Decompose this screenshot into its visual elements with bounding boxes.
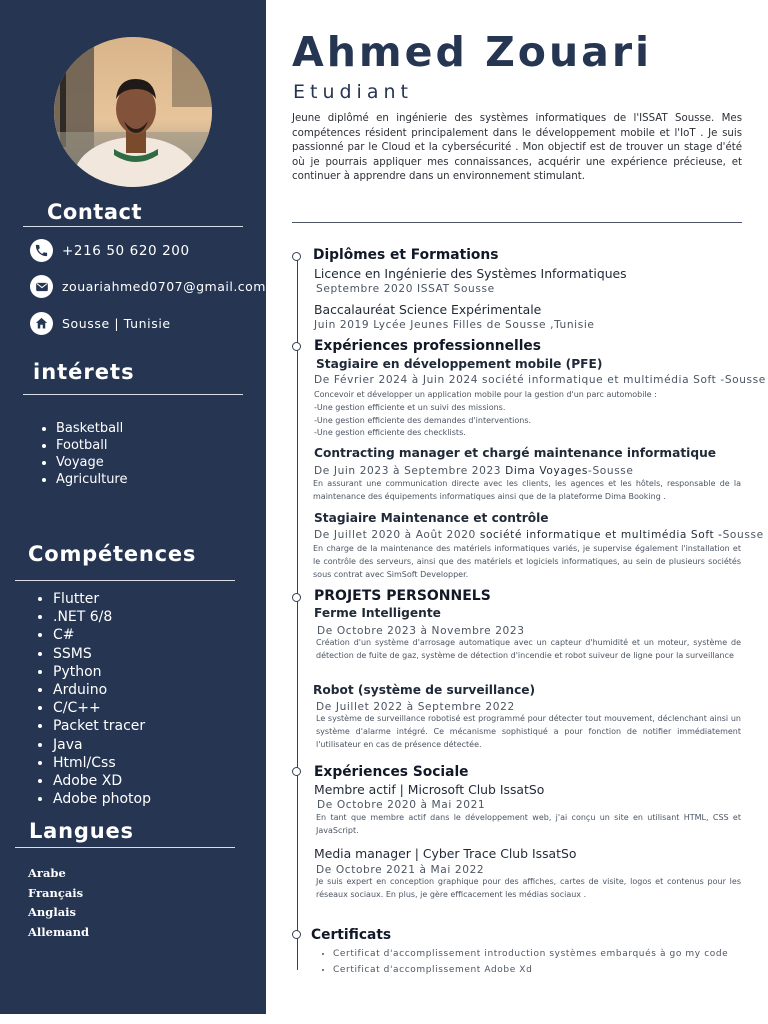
skill-item: • Java <box>53 736 151 754</box>
interest-item: • Voyage <box>56 454 128 471</box>
skills-divider <box>15 580 235 581</box>
skills-heading: Compétences <box>28 542 197 566</box>
profile-photo <box>54 37 212 187</box>
interests-heading: intérets <box>33 360 135 384</box>
education-item-date: Septembre 2020 ISSAT Sousse <box>316 283 495 295</box>
interest-item: • Basketball <box>56 420 128 437</box>
social-heading: Expériences Sociale <box>314 764 469 780</box>
project-item-description: Le système de surveillance robotisé est programmé pour détecter tout mouvement, déclenchant ainsi un système d'alarme intégré. Ce mécanisme sophistiqué a pour fonction de notifier immédiatement l'utilisateur en cas de présence détectée. <box>316 714 741 749</box>
skill-item: • Html/Css <box>53 754 151 772</box>
skill-item: • Adobe photop <box>53 790 151 808</box>
languages-divider <box>15 847 235 848</box>
social-item-title: Media manager | Cyber Trace Club IssatSo <box>314 846 577 861</box>
social-item-date: De Octobre 2021 à Mai 2022 <box>316 864 485 876</box>
experience-item-date: De Février 2024 à Juin 2024 société informatique et multimédia Soft -Sousse <box>314 374 766 386</box>
language-item: Anglais <box>28 905 76 919</box>
timeline-dot <box>292 593 301 602</box>
experience-item-title: Stagiaire Maintenance et contrôle <box>314 511 549 525</box>
social-item-description: Je suis expert en conception graphique pour des affiches, cartes de visite, logos et contenus pour les réseaux sociaux. En plus, je gère efficacement les médias sociaux . <box>316 877 741 899</box>
skills-list <box>31 590 151 808</box>
timeline-dot <box>292 342 301 351</box>
language-item: Arabe <box>28 866 66 880</box>
timeline-dot <box>292 252 301 261</box>
mail-icon <box>30 275 53 298</box>
experience-heading: Expériences professionnelles <box>314 338 542 354</box>
contact-heading: Contact <box>47 200 142 224</box>
candidate-name: Ahmed Zouari <box>292 28 653 76</box>
skill-item: • .NET 6/8 <box>53 608 151 626</box>
skill-item: • C/C++ <box>53 699 151 717</box>
skill-item: • Python <box>53 663 151 681</box>
skill-item: • C# <box>53 626 151 644</box>
interests-divider <box>23 394 243 395</box>
experience-item-description: En assurant une communication directe avec les clients, les agences et les hôtels, responsable de la maintenance des équipements informatiques ainsi que de la plateforme Dima Booking . <box>313 479 741 501</box>
skill-item: • SSMS <box>53 645 151 663</box>
social-item-date: De Octobre 2020 à Mai 2021 <box>317 799 486 811</box>
experience-item-description: En charge de la maintenance des matériels informatiques variés, je supervise également l'installation et le contrôle des serveurs, ainsi que des matériels et logiciels informatiques, au sein de plusieurs sociétés sous contrat avec SimSoft Developper. <box>313 544 741 579</box>
certificates-heading: Certificats <box>311 927 392 943</box>
skill-item: • Arduino <box>53 681 151 699</box>
project-item-date: De Juillet 2022 à Septembre 2022 <box>316 701 515 713</box>
candidate-role: Etudiant <box>293 81 413 103</box>
certificate-item: • Certificat d'accomplissement Adobe Xd <box>333 962 728 978</box>
experience-item-date: De Juillet 2020 à Août 2020 société informatique et multimédia Soft -Sousse <box>314 529 764 541</box>
timeline-dot <box>292 767 301 776</box>
languages-heading: Langues <box>29 819 134 843</box>
certificates-list <box>315 946 728 978</box>
interest-item: • Football <box>56 437 128 454</box>
education-item-date: Juin 2019 Lycée Jeunes Filles de Sousse ,Tunisie <box>314 319 595 331</box>
experience-item-description: Concevoir et développer un application mobile pour la gestion d'un parc automobile : -Une gestion efficiente et un suivi des missions. -Une gestion efficiente des demandes d'interventions. -Une gestion efficiente des checklists. <box>314 390 657 438</box>
contact-divider <box>23 226 243 227</box>
projects-heading: PROJETS PERSONNELS <box>314 588 491 604</box>
experience-item-title: Contracting manager et chargé maintenance informatique <box>314 446 717 460</box>
email-address[interactable]: zouariahmed0707@gmail.com <box>62 279 266 294</box>
education-heading: Diplômes et Formations <box>313 247 499 263</box>
timeline-line <box>297 257 298 970</box>
language-item: Allemand <box>28 924 89 939</box>
location-row <box>30 312 171 335</box>
project-item-description: Création d'un système d'arrosage automatique avec un capteur d'humidité et un moteur, système de détection de fuite de gaz, système de détection d'incendie et robot suiveur de ligne pour la surveillance <box>316 638 741 660</box>
interest-item: • Agriculture <box>56 471 128 488</box>
home-icon <box>30 312 53 335</box>
skill-item: • Packet tracer <box>53 717 151 735</box>
education-item-title: Licence en Ingénierie des Systèmes Informatiques <box>314 266 627 281</box>
interests-list <box>34 420 128 488</box>
project-item-date: De Octobre 2023 à Novembre 2023 <box>317 625 525 637</box>
phone-row <box>30 239 190 262</box>
languages-list <box>28 866 89 944</box>
project-item-title: Ferme Intelligente <box>314 606 441 620</box>
experience-item-title: Stagiaire en développement mobile (PFE) <box>316 357 603 371</box>
language-item: Français <box>28 885 84 900</box>
skill-item: • Flutter <box>53 590 151 608</box>
skill-item: • Adobe XD <box>53 772 151 790</box>
sidebar <box>0 0 266 1014</box>
timeline-dot <box>292 930 301 939</box>
social-item-title: Membre actif | Microsoft Club IssatSo <box>314 782 545 797</box>
phone-icon <box>30 239 53 262</box>
header-divider <box>292 222 742 223</box>
education-item-title: Baccalauréat Science Expérimentale <box>314 302 542 317</box>
project-item-title: Robot (système de surveillance) <box>313 683 536 697</box>
social-item-description: En tant que membre actif dans le développement web, j'ai conçu un site en utilisant HTML, CSS et JavaScript. <box>316 813 741 835</box>
experience-item-date: De Juin 2023 à Septembre 2023 Dima Voyages-Sousse <box>314 465 634 477</box>
phone-number[interactable]: +216 50 620 200 <box>62 242 190 259</box>
certificate-item: • Certificat d'accomplissement introduction systèmes embarqués à go my code <box>333 946 728 962</box>
profile-summary: Jeune diplômé en ingénierie des systèmes informatiques de l'ISSAT Sousse. Mes compétences résident principalement dans le développement mobile et l'IoT . Je suis passionné par le Cloud et la cybersécurité . Mon objectif est de trouver un stage d'été où je pourrais appliquer mes connaissances, acquérir une expérience précieuse, et continuer à apprendre dans un environnement stimulant. <box>292 113 742 183</box>
location-text: Sousse | Tunisie <box>62 316 171 331</box>
email-row <box>30 275 266 298</box>
